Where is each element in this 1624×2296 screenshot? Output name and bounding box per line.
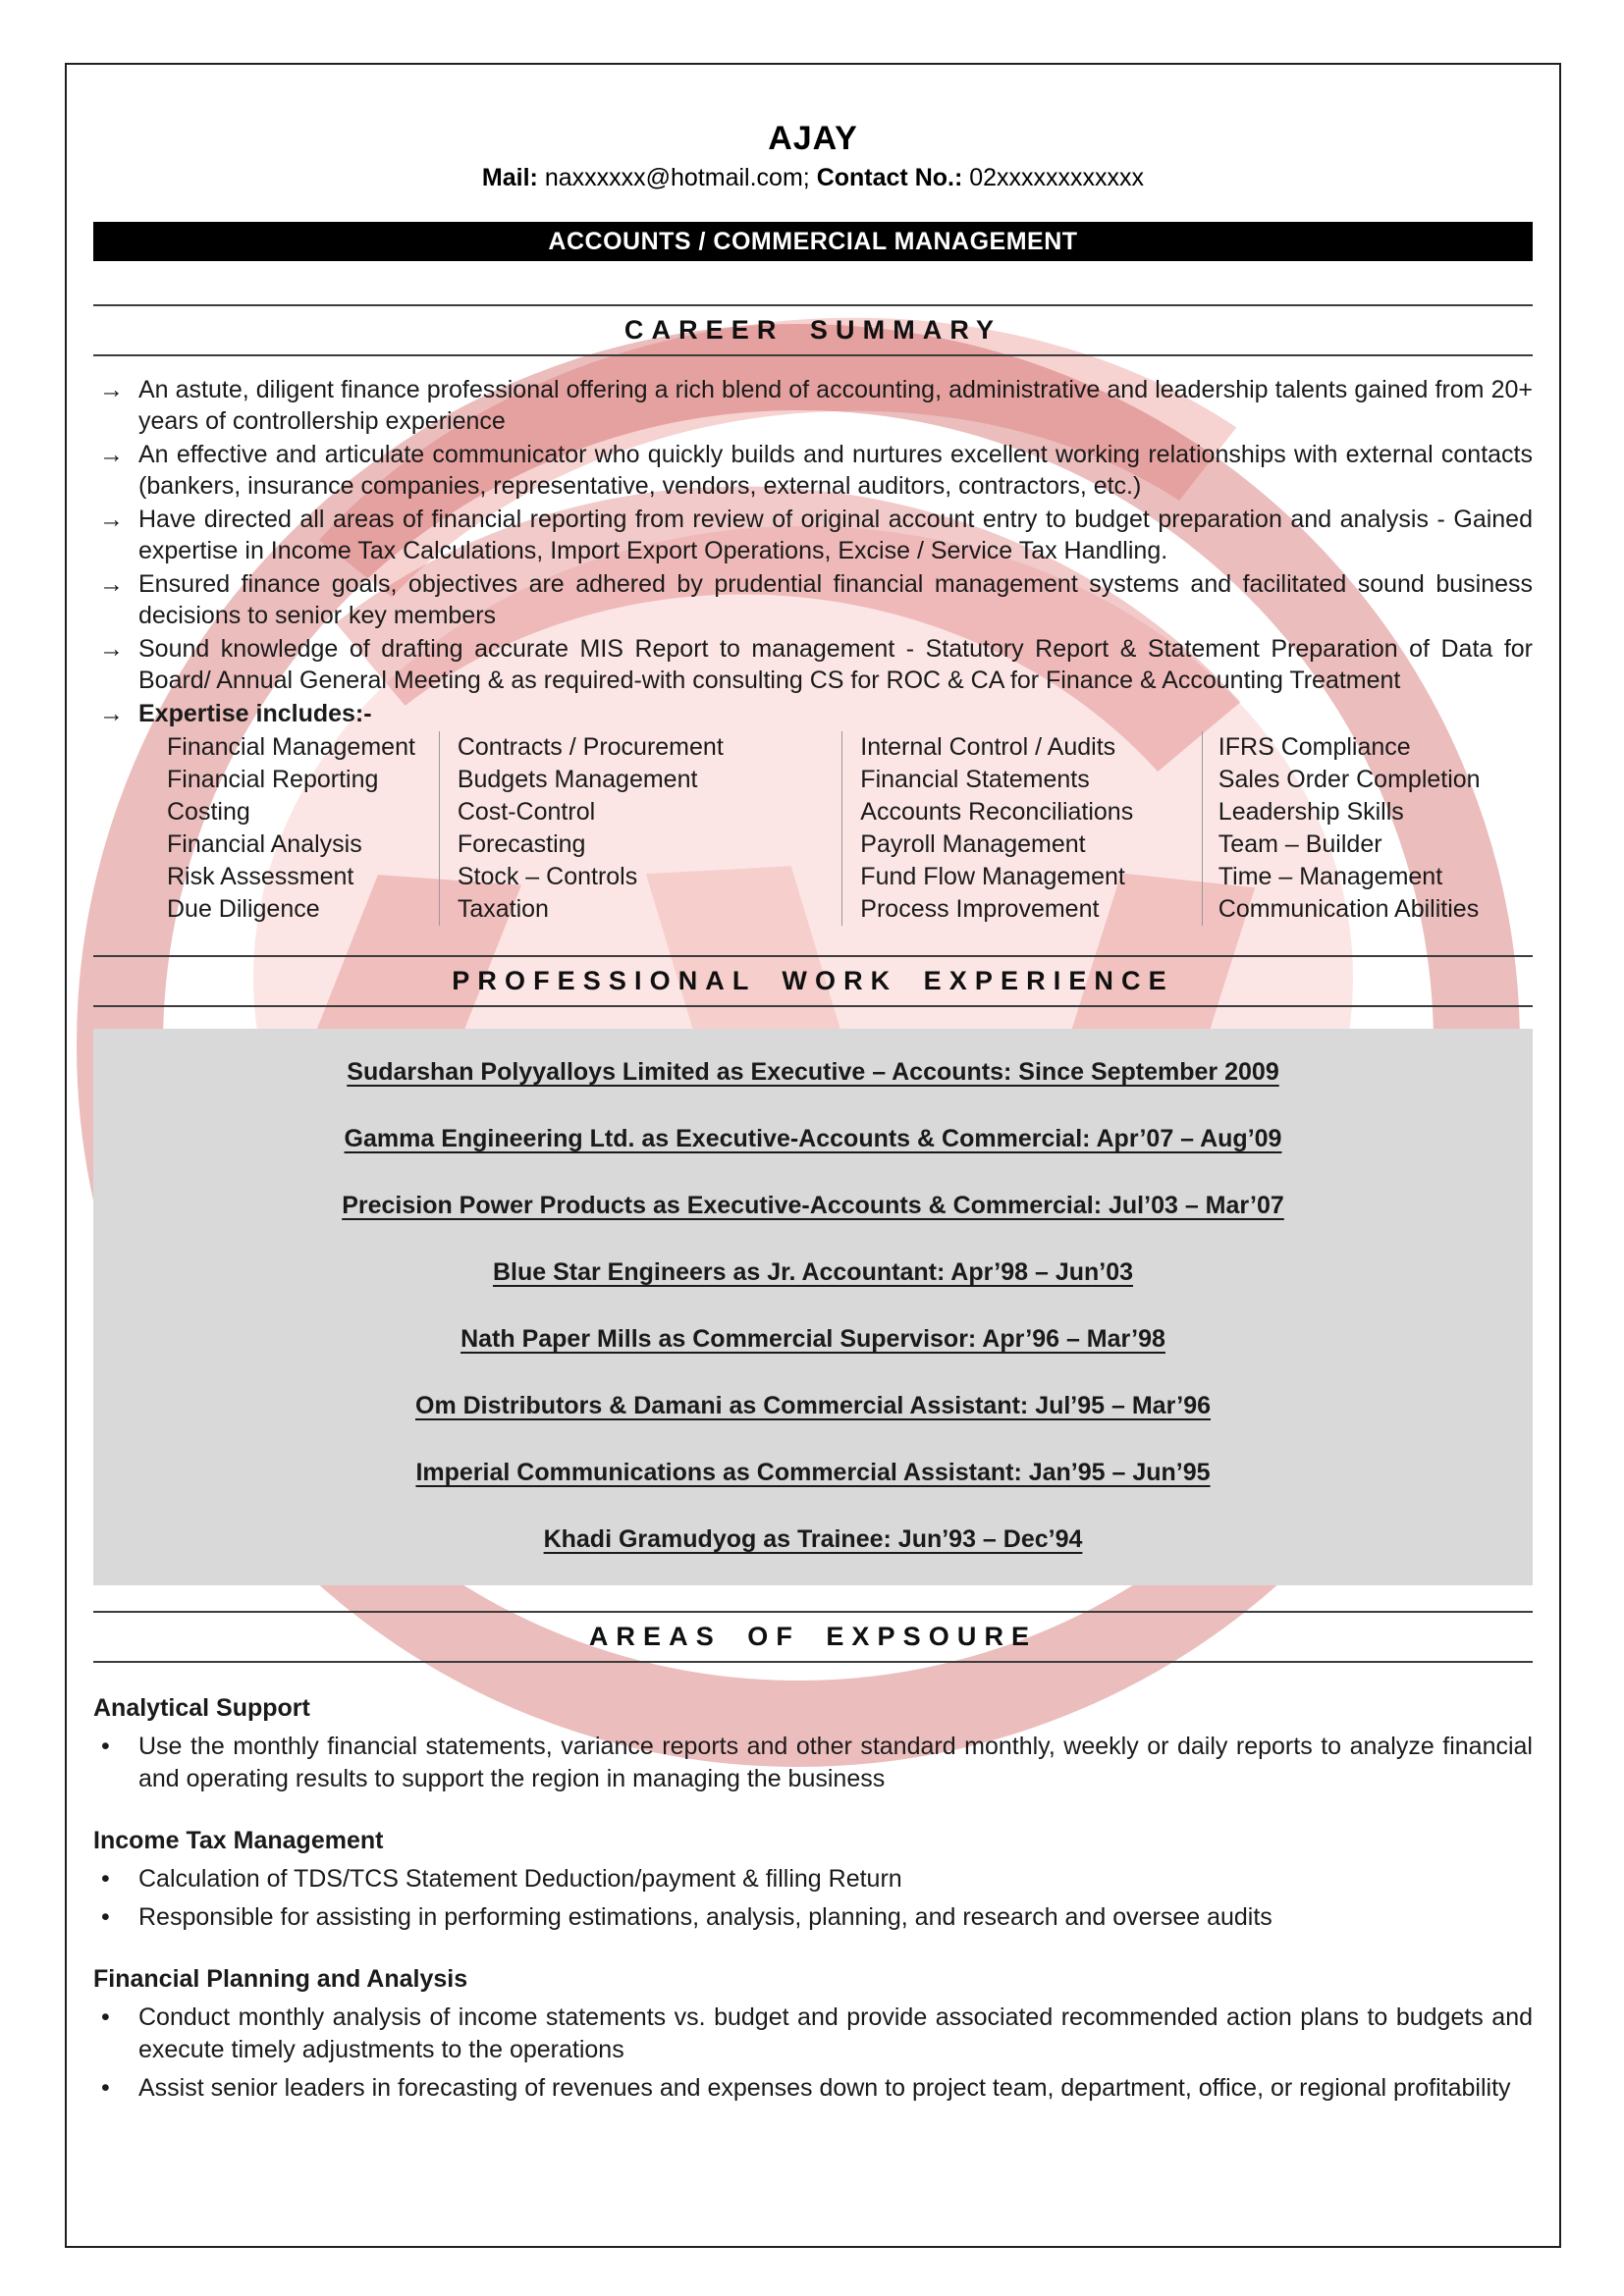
expertise-column bbox=[439, 731, 841, 926]
expertise-item: Communication Abilities bbox=[1218, 895, 1480, 923]
expertise-item: Process Improvement bbox=[860, 895, 1100, 923]
area-bullet-text: Calculation of TDS/TCS Statement Deduction/payment & filling Return bbox=[138, 1865, 902, 1893]
expertise-item: Budgets Management bbox=[457, 766, 698, 793]
arrow-bullet-icon: → bbox=[99, 635, 124, 663]
summary-bullet bbox=[93, 568, 1533, 631]
work-experience-entry bbox=[103, 1323, 1523, 1356]
expertise-item: Payroll Management bbox=[860, 830, 1086, 858]
expertise-column bbox=[841, 731, 1202, 926]
person-name: AJAY bbox=[768, 120, 858, 157]
expertise-item: Contracts / Procurement bbox=[457, 733, 724, 761]
area-bullet-text: Assist senior leaders in forecasting of revenues and expenses down to project team, department, office, or regional profitability bbox=[138, 2074, 1511, 2102]
expertise-item: Forecasting bbox=[457, 830, 586, 858]
expertise-item: Financial Reporting bbox=[167, 766, 379, 793]
work-experience-entry-text: Blue Star Engineers as Jr. Accountant: Apr’98 – Jun’03 bbox=[492, 1258, 1134, 1286]
expertise-column bbox=[93, 731, 439, 926]
arrow-bullet-icon: → bbox=[99, 700, 124, 727]
work-experience-entry-text: Precision Power Products as Executive-Accounts & Commercial: Jul’03 – Mar’07 bbox=[342, 1192, 1284, 1219]
area-group-heading: Financial Planning and Analysis bbox=[93, 1965, 468, 1993]
area-bullet-list bbox=[93, 1731, 1533, 1795]
expertise-item: Sales Order Completion bbox=[1218, 766, 1481, 793]
expertise-includes-row bbox=[93, 698, 1533, 729]
mail-value: naxxxxxx@hotmail.com; bbox=[544, 164, 810, 191]
summary-bullet bbox=[93, 504, 1533, 566]
area-bullet bbox=[93, 1863, 1533, 1896]
summary-bullet bbox=[93, 633, 1533, 696]
dot-bullet-icon: • bbox=[101, 1733, 110, 1760]
arrow-bullet-icon: → bbox=[99, 570, 124, 598]
expertise-item: Team – Builder bbox=[1218, 830, 1382, 858]
arrow-bullet-icon: → bbox=[99, 441, 124, 468]
dot-bullet-icon: • bbox=[101, 2003, 110, 2031]
expertise-item: Internal Control / Audits bbox=[860, 733, 1116, 761]
summary-bullet-text: Sound knowledge of drafting accurate MIS Report to management - Statutory Report & Statement Preparation of Data for Board/ Annual General Meeting & as required-with consulting CS for ROC & CA for Finance & Accounting Treatment bbox=[138, 635, 1533, 694]
summary-bullet-text: Have directed all areas of financial reporting from review of original account entry to budget preparation and analysis - Gained expertise in Income Tax Calculations, Import Export Operations, Excise / Service Tax Handling. bbox=[138, 506, 1533, 564]
dot-bullet-icon: • bbox=[101, 1903, 110, 1931]
work-experience-entry-text: Khadi Gramudyog as Trainee: Jun’93 – Dec’94 bbox=[543, 1525, 1083, 1553]
title-banner: ACCOUNTS / COMMERCIAL MANAGEMENT bbox=[93, 222, 1533, 261]
expertise-item: Fund Flow Management bbox=[860, 863, 1125, 890]
work-experience-entry bbox=[103, 1190, 1523, 1222]
mail-label: Mail: bbox=[481, 164, 538, 191]
expertise-column bbox=[1202, 731, 1533, 926]
area-bullet-text: Responsible for assisting in performing estimations, analysis, planning, and research and oversee audits bbox=[138, 1903, 1272, 1931]
area-bullet-list bbox=[93, 2002, 1533, 2105]
summary-bullet bbox=[93, 439, 1533, 502]
area-bullet bbox=[93, 1901, 1533, 1934]
expertise-item: Costing bbox=[167, 798, 250, 826]
area-bullet bbox=[93, 2002, 1533, 2066]
summary-bullet-text: An effective and articulate communicator who quickly builds and nurtures excellent working relationships with external contacts (bankers, insurance companies, representative, vendors, external auditors, contractors, etc.) bbox=[138, 441, 1533, 500]
work-experience-block bbox=[93, 1029, 1533, 1585]
expertise-item: Financial Statements bbox=[860, 766, 1090, 793]
area-bullet bbox=[93, 1731, 1533, 1795]
contact-value: 02xxxxxxxxxxxx bbox=[969, 164, 1145, 191]
dot-bullet-icon: • bbox=[101, 1865, 110, 1893]
work-experience-entry-text: Nath Paper Mills as Commercial Supervisor: Apr’96 – Mar’98 bbox=[460, 1325, 1165, 1353]
area-bullet-text: Conduct monthly analysis of income statements vs. budget and provide associated recommended action plans to budgets and execute timely adjustments to the operations bbox=[138, 2003, 1533, 2063]
work-experience-entry bbox=[103, 1523, 1523, 1556]
work-experience-entry bbox=[103, 1390, 1523, 1422]
expertise-table bbox=[93, 731, 1533, 926]
dot-bullet-icon: • bbox=[101, 2074, 110, 2102]
summary-bullet bbox=[93, 374, 1533, 437]
area-bullet bbox=[93, 2072, 1533, 2105]
summary-bullet-text: An astute, diligent finance professional offering a rich blend of accounting, administrative and leadership talents gained from 20+ years of controllership experience bbox=[138, 376, 1533, 435]
contact-label: Contact No.: bbox=[816, 164, 963, 191]
areas-of-exposure-body bbox=[93, 1692, 1533, 2105]
arrow-bullet-icon: → bbox=[99, 506, 124, 533]
work-experience-entry bbox=[103, 1056, 1523, 1089]
work-experience-entry bbox=[103, 1123, 1523, 1155]
work-experience-entry-text: Gamma Engineering Ltd. as Executive-Accounts & Commercial: Apr’07 – Aug’09 bbox=[344, 1125, 1282, 1152]
expertise-item: Taxation bbox=[457, 895, 549, 923]
expertise-item: Financial Management bbox=[167, 733, 415, 761]
expertise-item: Time – Management bbox=[1218, 863, 1443, 890]
summary-bullet-text: Ensured finance goals, objectives are adhered by prudential financial management systems and facilitated sound business decisions to senior key members bbox=[138, 570, 1533, 629]
expertise-item: Leadership Skills bbox=[1218, 798, 1404, 826]
work-experience-entry bbox=[103, 1457, 1523, 1489]
expertise-item: Due Diligence bbox=[167, 895, 320, 923]
work-experience-entry-text: Sudarshan Polyyalloys Limited as Executive – Accounts: Since September 2009 bbox=[347, 1058, 1279, 1086]
resume-content bbox=[67, 65, 1559, 2246]
section-heading-areas-of-exposure: AREAS OF EXPSOURE bbox=[93, 1611, 1533, 1663]
expertise-item: Risk Assessment bbox=[167, 863, 354, 890]
arrow-bullet-icon: → bbox=[99, 376, 124, 403]
area-bullet-list bbox=[93, 1863, 1533, 1934]
expertise-item: IFRS Compliance bbox=[1218, 733, 1411, 761]
section-heading-work-experience: PROFESSIONAL WORK EXPERIENCE bbox=[93, 955, 1533, 1007]
expertise-item: Accounts Reconciliations bbox=[860, 798, 1134, 826]
expertise-item: Stock – Controls bbox=[457, 863, 638, 890]
contact-line bbox=[93, 164, 1533, 192]
expertise-item: Financial Analysis bbox=[167, 830, 362, 858]
work-experience-entry-text: Om Distributors & Damani as Commercial Assistant: Jul’95 – Mar’96 bbox=[415, 1392, 1211, 1419]
work-experience-entry-text: Imperial Communications as Commercial Assistant: Jan’95 – Jun’95 bbox=[415, 1459, 1211, 1486]
area-group-heading: Income Tax Management bbox=[93, 1827, 384, 1854]
career-summary-list bbox=[93, 374, 1533, 729]
area-bullet-text: Use the monthly financial statements, variance reports and other standard monthly, weekly or daily reports to analyze financial and operating results to support the region in managing the business bbox=[138, 1733, 1533, 1792]
expertise-includes-label: Expertise includes:- bbox=[138, 700, 372, 727]
work-experience-entry bbox=[103, 1256, 1523, 1289]
area-group-heading: Analytical Support bbox=[93, 1694, 310, 1722]
section-heading-career-summary: CAREER SUMMARY bbox=[93, 304, 1533, 356]
expertise-item: Cost-Control bbox=[457, 798, 596, 826]
